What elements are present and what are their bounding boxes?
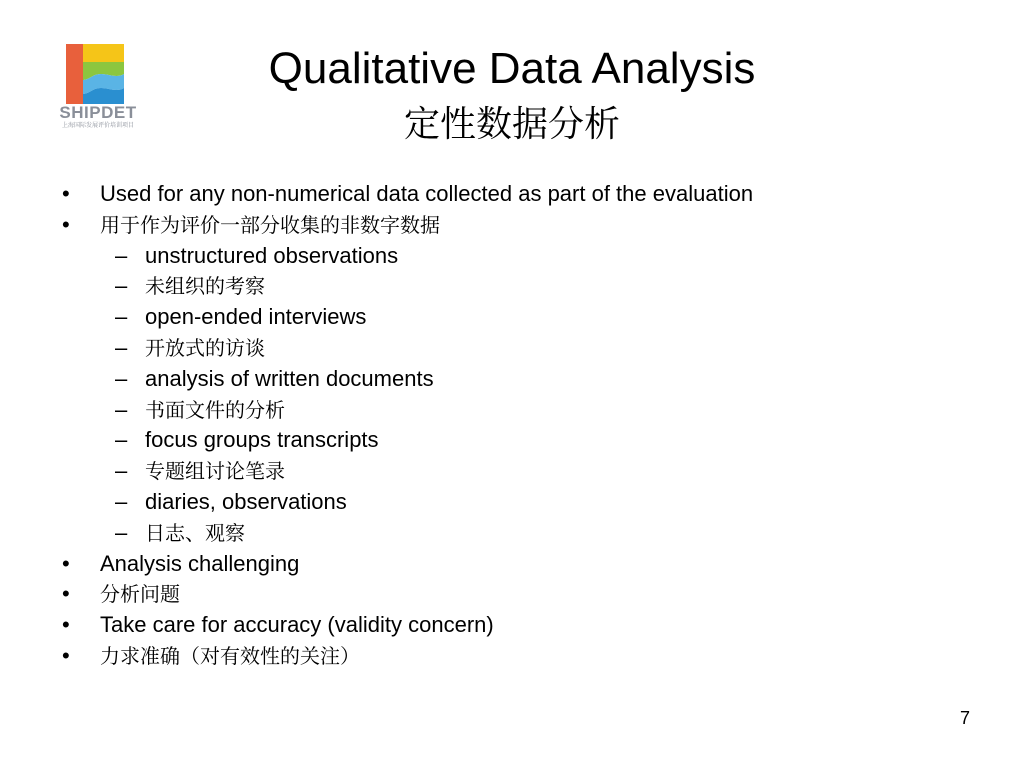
- logo-name: SHIPDET: [59, 103, 137, 122]
- bullet-text: 书面文件的分析: [145, 397, 285, 422]
- bullet-text: 未组织的考察: [145, 274, 265, 299]
- bullet-item: [58, 549, 988, 580]
- bullet-marker: •: [62, 642, 70, 668]
- bullet-text: 日志、观察: [145, 520, 245, 545]
- sub-bullet-item: [58, 364, 988, 395]
- bullet-marker: •: [62, 181, 70, 206]
- sub-bullet-item: [58, 395, 988, 426]
- sub-bullet-item: [58, 456, 988, 487]
- page-number: 7: [959, 708, 970, 728]
- bullet-text: 分析问题: [100, 582, 180, 607]
- bullet-text: open-ended interviews: [145, 304, 367, 330]
- sub-bullet-item: [58, 487, 988, 518]
- bullet-text: 用于作为评价一部分收集的非数字数据: [100, 212, 440, 237]
- sub-bullet-item: [58, 302, 988, 333]
- slide-title-chinese: 定性数据分析: [403, 104, 620, 145]
- bullet-item: [58, 210, 988, 241]
- logo-subtitle: 上海国际发展评价培训项目: [61, 122, 134, 129]
- bullet-list: [58, 179, 988, 672]
- bullet-item: [58, 610, 988, 641]
- bullet-text: focus groups transcripts: [145, 427, 379, 453]
- sub-bullet-item: [58, 518, 988, 549]
- bullet-text: 专题组讨论笔录: [145, 459, 285, 484]
- dash-marker: –: [115, 334, 128, 360]
- bullet-marker: •: [62, 612, 70, 638]
- bullet-text: analysis of written documents: [145, 365, 434, 391]
- bullet-text: diaries, observations: [145, 488, 347, 514]
- dash-marker: –: [115, 488, 128, 514]
- dash-marker: –: [115, 365, 128, 391]
- bullet-text: 开放式的访谈: [145, 335, 265, 360]
- sub-bullet-item: [58, 271, 988, 302]
- sub-bullet-item: [58, 241, 988, 272]
- sub-bullet-item: [58, 333, 988, 364]
- dash-marker: –: [115, 242, 128, 268]
- bullet-text: 力求准确（对有效性的关注）: [100, 643, 360, 668]
- dash-marker: –: [115, 304, 128, 330]
- dash-marker: –: [115, 273, 128, 299]
- dash-marker: –: [115, 396, 128, 422]
- bullet-text: unstructured observations: [145, 242, 399, 268]
- dash-marker: –: [115, 458, 128, 484]
- sub-bullet-item: [58, 425, 988, 456]
- bullet-marker: •: [62, 211, 70, 237]
- slide-title-english: Qualitative Data Analysis: [268, 44, 756, 93]
- bullet-marker: •: [62, 550, 70, 576]
- bullet-item: [58, 179, 988, 210]
- dash-marker: –: [115, 519, 128, 545]
- bullet-item: [58, 579, 988, 610]
- bullet-item: [58, 641, 988, 672]
- dash-marker: –: [115, 427, 128, 453]
- bullet-text: Used for any non-numerical data collected as part of the evaluation: [100, 181, 754, 206]
- bullet-text: Take care for accuracy (validity concern): [100, 612, 494, 638]
- bullet-marker: •: [62, 581, 70, 607]
- bullet-text: Analysis challenging: [100, 550, 300, 576]
